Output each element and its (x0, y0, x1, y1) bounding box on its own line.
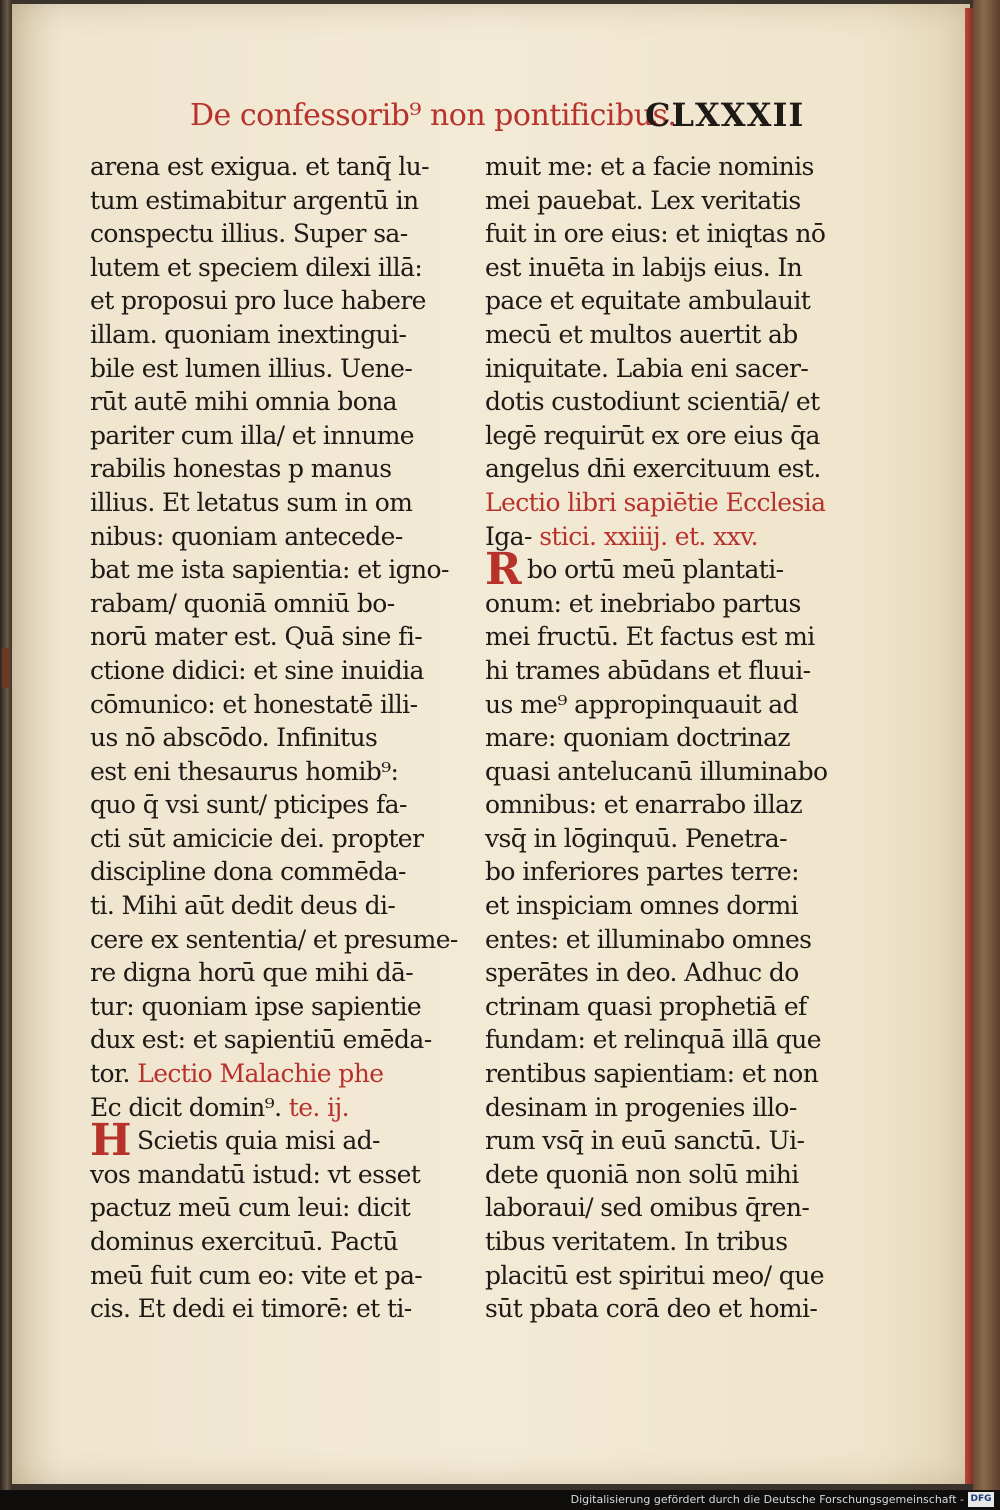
text-line (485, 520, 845, 554)
text-line (90, 688, 450, 722)
line-text: angelus dn̄i exercituum est. (485, 454, 821, 484)
line-text: sperātes in deo. Adhuc do (485, 958, 799, 988)
line-text: Ec dicit domin⁹. (90, 1092, 289, 1122)
text-line (90, 385, 450, 419)
line-text: nibus: quoniam antecede- (90, 521, 403, 551)
line-text: laboraui/ sed omibus q̄ren- (485, 1193, 810, 1223)
dfg-logo: DFG (968, 1492, 994, 1507)
line-text: hi trames abūdans et fluui- (485, 655, 811, 685)
text-line (90, 923, 458, 957)
line-text: omnibus: et enarrabo illaz (485, 790, 803, 820)
line-text: mei pauebat. Lex veritatis (485, 185, 801, 215)
text-line (485, 587, 845, 621)
text-line (485, 251, 845, 285)
text-line (485, 1225, 845, 1259)
line-text: bo ortū meū plantati- (526, 555, 784, 585)
text-line (485, 755, 845, 789)
book-cover-edge (973, 0, 1000, 1490)
text-line (485, 1124, 845, 1158)
text-line (485, 788, 845, 822)
line-text: discipline dona commēda- (90, 857, 406, 887)
text-line (485, 1259, 845, 1293)
line-text: est eni thesaurus homib⁹: (90, 756, 399, 786)
text-line (90, 486, 450, 520)
line-text: vsq̄ in lōginquū. Penetra- (485, 823, 787, 853)
line-text: et proposui pro luce habere (90, 286, 426, 316)
text-line (485, 956, 845, 990)
text-line (90, 587, 450, 621)
text-line (90, 1225, 450, 1259)
funding-credit: Digitalisierung gefördert durch die Deutsche Forschungsgemeinschaft - (570, 1493, 964, 1506)
line-text: dotis custodiunt scientiā/ et (485, 387, 820, 417)
text-line (485, 688, 845, 722)
line-text: pace et equitate ambulauit (485, 286, 811, 316)
rubric-text: te. ij. (288, 1092, 349, 1122)
line-text: rabam/ quoniā omniū bo- (90, 588, 395, 618)
line-text: onum: et inebriabo partus (485, 588, 801, 618)
line-text: dete quoniā non solū mihi (485, 1159, 799, 1189)
text-line (485, 923, 845, 957)
text-line (485, 452, 845, 486)
line-text: us nō abscōdo. Infinitus (90, 723, 378, 753)
line-text: rūt autē mihi omnia bona (90, 387, 397, 417)
line-text: tum estimabitur argentū in (90, 185, 419, 215)
text-line (485, 620, 845, 654)
line-text: mei fructū. Et factus est mi (485, 622, 815, 652)
rubric-text: Lectio Malachie phe (137, 1059, 384, 1089)
line-text: mecū et multos auertit ab (485, 319, 798, 349)
text-line (90, 553, 450, 587)
text-line (90, 788, 450, 822)
line-text: bo inferiores partes terre: (485, 857, 799, 887)
text-line (485, 1158, 845, 1192)
line-text: rum vsq̄ in euū sanctū. Ui- (485, 1126, 805, 1156)
text-line (485, 352, 845, 386)
text-line (90, 318, 450, 352)
text-line (90, 620, 450, 654)
text-line (90, 251, 450, 285)
line-text: norū mater est. Quā sine fi- (90, 622, 423, 652)
line-text: rentibus sapientiam: et non (485, 1059, 819, 1089)
line-text: fuit in ore eius: et iniqtas nō (485, 219, 826, 249)
text-line (90, 755, 450, 789)
text-line (90, 1115, 450, 1167)
line-text: est inuēta in labijs eius. In (485, 252, 803, 282)
text-line (485, 1023, 845, 1057)
text-line (90, 654, 450, 688)
text-line (90, 1057, 450, 1091)
line-text: Scietis quia misi ad- (136, 1126, 380, 1156)
line-text: tor. (90, 1059, 138, 1089)
text-line (485, 1191, 845, 1225)
line-text: iniquitate. Labia eni sacer- (485, 353, 809, 383)
left-text-column (90, 150, 458, 1326)
text-line (485, 544, 845, 596)
line-text: rabilis honestas p manus (90, 454, 392, 484)
line-text: cōmunico: et honestatē illi- (90, 689, 418, 719)
text-line (485, 486, 845, 520)
line-text: ti. Mihi aūt dedit deus di- (90, 891, 396, 921)
line-text: illam. quoniam inextingui- (90, 319, 407, 349)
text-line (485, 150, 845, 184)
text-line (485, 654, 845, 688)
line-text: tibus veritatem. In tribus (485, 1227, 788, 1256)
line-text: bile est lumen illius. Uene- (90, 353, 413, 383)
line-text: mare: quoniam doctrinaz (485, 723, 790, 753)
text-line (90, 855, 450, 889)
right-text-column (485, 150, 845, 1326)
line-text: fundam: et relinquā illā que (485, 1025, 821, 1055)
text-line (90, 1292, 450, 1326)
text-line (485, 855, 845, 889)
line-text: lutem et speciem dilexi illā: (90, 252, 423, 282)
text-line (90, 889, 450, 923)
text-line (485, 318, 845, 352)
running-title: De confessorib⁹ non pontificibus. (190, 98, 677, 133)
line-text: dominus exercituū. Pactū (90, 1227, 398, 1256)
text-line (485, 1292, 845, 1326)
line-text: sūt pbata corā deo et homi- (485, 1294, 818, 1324)
folio-number: CLXXXII (645, 96, 805, 134)
text-line (485, 1057, 845, 1091)
text-line (90, 1023, 450, 1057)
line-text: cti sūt amicicie dei. propter (90, 823, 424, 853)
text-line (90, 1158, 450, 1192)
text-line (485, 419, 845, 453)
text-line (485, 217, 845, 251)
line-text: quasi antelucanū illuminabo (485, 756, 828, 786)
line-text: cis. Et dedi ei timorē: et ti- (90, 1294, 412, 1324)
line-text: us me⁹ appropinquauit ad (485, 689, 798, 719)
line-text: vos mandatū istud: vt esset (90, 1159, 421, 1189)
text-line (90, 721, 450, 755)
rubric-text: Lectio libri sapiētie Ecclesia (485, 487, 826, 517)
line-text: tur: quoniam ipse sapientie (90, 991, 422, 1021)
line-text: Iga- (485, 521, 540, 551)
book-spine-left (0, 0, 12, 1490)
line-text: entes: et illuminabo omnes (485, 924, 812, 954)
line-text: desinam in progenies illo- (485, 1092, 797, 1122)
line-text: muit me: et a facie nominis (485, 152, 814, 181)
line-text: quo q̄ vsi sunt/ pticipes fa- (90, 790, 407, 820)
text-line (90, 520, 450, 554)
text-line (485, 1091, 845, 1125)
line-text: meū fuit cum eo: vite et pa- (90, 1260, 423, 1290)
line-text: arena est exigua. et tanq̄ lu- (90, 152, 429, 181)
text-line (90, 419, 450, 453)
text-line (90, 990, 450, 1024)
line-text: dux est: et sapientiū emēda- (90, 1025, 432, 1055)
text-line (485, 822, 845, 856)
text-line (90, 822, 450, 856)
line-text: conspectu illius. Super sa- (90, 219, 408, 249)
page-tab-marker (2, 648, 10, 688)
rubric-text: stici. xxiiij. et. xxv. (539, 521, 759, 551)
line-text: et inspiciam omnes dormi (485, 891, 799, 921)
rubricated-initial: H (90, 1115, 131, 1167)
text-line (485, 184, 845, 218)
rubricated-initial: R (485, 544, 521, 596)
text-line (485, 385, 845, 419)
text-line (485, 889, 845, 923)
line-text: legē requirūt ex ore eius q̄a (485, 420, 820, 450)
line-text: ctrinam quasi prophetiā ef (485, 991, 807, 1021)
text-line (90, 217, 450, 251)
text-line (90, 150, 450, 184)
text-line (90, 1191, 450, 1225)
line-text: cere ex sententia/ et presume- (90, 924, 458, 954)
text-line (90, 284, 450, 318)
text-line (90, 352, 450, 386)
line-text: placitū est spiritui meo/ que (485, 1260, 824, 1290)
line-text: ctione didici: et sine inuidia (90, 655, 424, 685)
text-line (90, 184, 450, 218)
line-text: bat me ista sapientia: et igno- (90, 555, 449, 585)
text-line (90, 452, 450, 486)
text-line (90, 1091, 450, 1125)
line-text: pariter cum illa/ et innume (90, 420, 414, 450)
text-line (90, 956, 450, 990)
text-line (485, 721, 845, 755)
line-text: re digna horū que mihi dā- (90, 958, 414, 988)
line-text: illius. Et letatus sum in om (90, 487, 413, 517)
text-line (485, 284, 845, 318)
line-text: pactuz meū cum leui: dicit (90, 1193, 411, 1223)
text-line (485, 990, 845, 1024)
red-page-edge (965, 8, 973, 1484)
text-line (90, 1259, 450, 1293)
